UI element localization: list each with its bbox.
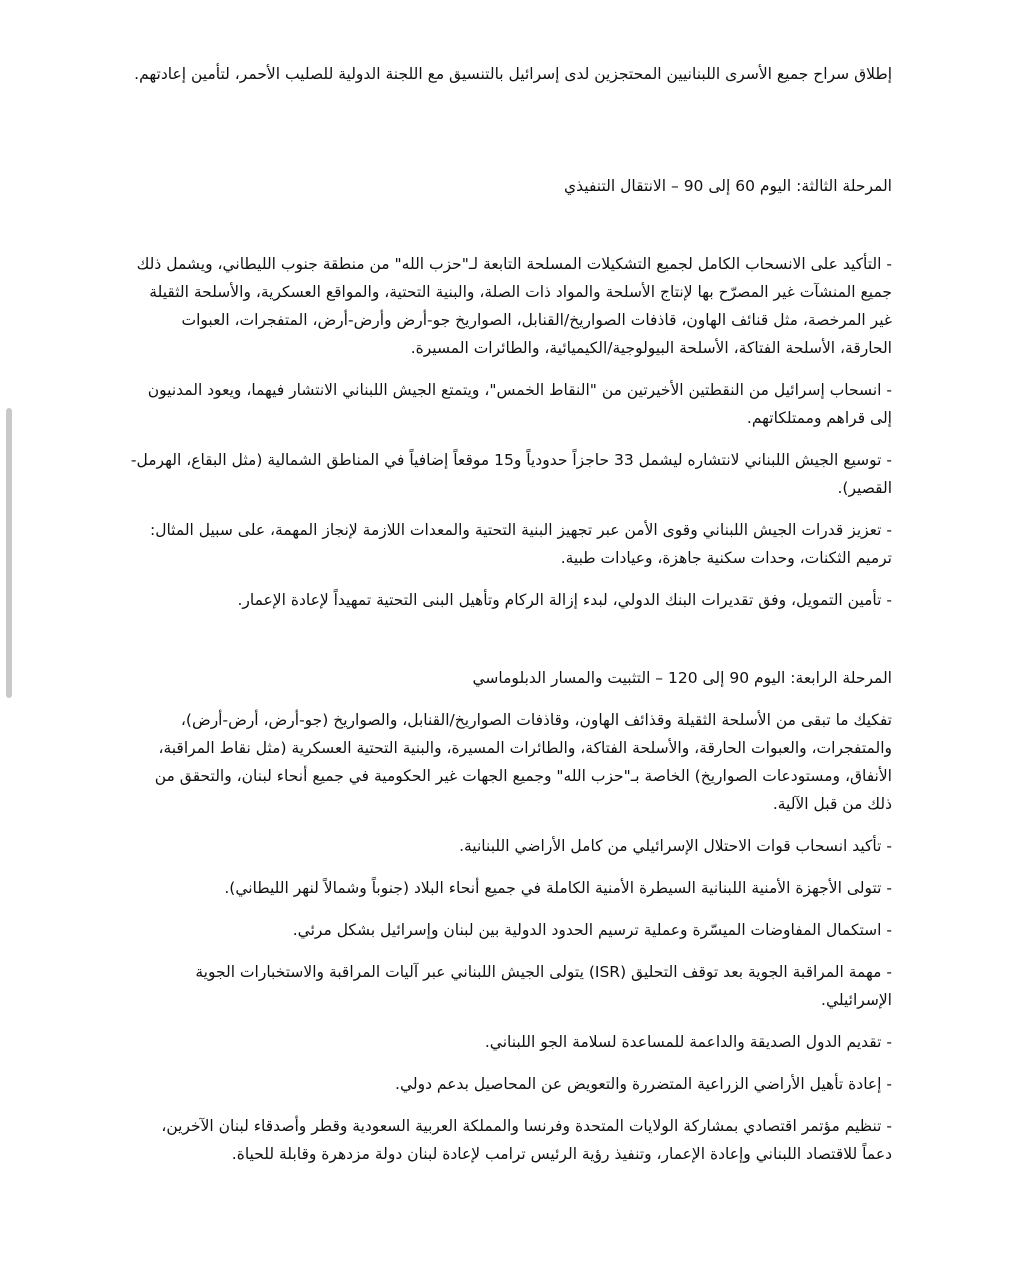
phase-4-item-5: - مهمة المراقبة الجوية بعد توقف التحليق (ISR) يتولى الجيش اللبناني عبر آليات المراقبة والاستخبارات الجوية الإسرائيلي.: [195, 963, 892, 1009]
phase-4-item-2: - تأكيد انسحاب قوات الاحتلال الإسرائيلي من كامل الأراضي اللبنانية.: [459, 837, 892, 855]
intro-paragraph: إطلاق سراح جميع الأسرى اللبنانيين المحتجزين لدى إسرائيل بالتنسيق مع اللجنة الدولية للصليب الأحمر، لتأمين إعادتهم.: [134, 65, 892, 83]
phase-4-item-8: - تنظيم مؤتمر اقتصادي بمشاركة الولايات المتحدة وفرنسا والمملكة العربية السعودية وقطر وأصدقاء لبنان الآخرين، دعماً للاقتصاد اللبناني وإعادة الإعمار، وتنفيذ رؤية الرئيس ترامب لإعادة لبنان دولة مزدهرة وقابلة للحياة.: [161, 1117, 892, 1163]
phase-4-item-7: - إعادة تأهيل الأراضي الزراعية المتضررة والتعويض عن المحاصيل بدعم دولي.: [395, 1075, 892, 1093]
phase-3-heading: المرحلة الثالثة: اليوم 60 إلى 90 – الانتقال التنفيذي: [564, 177, 892, 195]
phase-4-item-6: - تقديم الدول الصديقة والداعمة للمساعدة لسلامة الجو اللبناني.: [484, 1033, 892, 1051]
phase-3-item-3: - توسيع الجيش اللبناني لانتشاره ليشمل 33 حاجزاً حدودياً و15 موقعاً إضافياً في المناطق الشمالية (مثل البقاع، الهرمل-القصير).: [130, 451, 892, 497]
phase-3-item-4: - تعزيز قدرات الجيش اللبناني وقوى الأمن عبر تجهيز البنية التحتية والمعدات اللازمة لإنجاز المهمة، على سبيل المثال: ترميم الثكنات، وحدات سكنية جاهزة، وعيادات طبية.: [149, 521, 892, 567]
phase-3-item-5: - تأمين التمويل، وفق تقديرات البنك الدولي، لبدء إزالة الركام وتأهيل البنى التحتية تمهيداً لإعادة الإعمار.: [237, 591, 892, 609]
phase-4-item-1: تفكيك ما تبقى من الأسلحة الثقيلة وقذائف الهاون، وقاذفات الصواريخ/القنابل، والصواريخ (جو-أرض، أرض-أرض)، والمتفجرات، والعبوات الحارقة، والأسلحة الفتاكة، والطائرات المسيرة، والبنية التحتية العسكرية (مثل نقاط المراقبة، الأنفاق، ومستودعات الصواريخ) الخاصة بـ"حزب الله" وجميع الجهات غير الحكومية في جميع أنحاء لبنان، والتحقق من ذلك من قبل الآلية.: [154, 711, 892, 813]
phase-3-item-2: - انسحاب إسرائيل من النقطتين الأخيرتين من "النقاط الخمس"، ويتمتع الجيش اللبناني الانتشار فيهما، ويعود المدنيون إلى قراهم وممتلكاتهم.: [147, 381, 892, 427]
phase-4-heading: المرحلة الرابعة: اليوم 90 إلى 120 – التثبيت والمسار الدبلوماسي: [472, 669, 892, 687]
document-body: [130, 60, 892, 1168]
phase-4-item-4: - استكمال المفاوضات الميسّرة وعملية ترسيم الحدود الدولية بين لبنان وإسرائيل بشكل مرئي.: [292, 921, 892, 939]
phase-4-item-3: - تتولى الأجهزة الأمنية اللبنانية السيطرة الأمنية الكاملة في جميع أنحاء البلاد (جنوباً وشمالاً لنهر الليطاني).: [224, 879, 892, 897]
phase-3-item-1: - التأكيد على الانسحاب الكامل لجميع التشكيلات المسلحة التابعة لـ"حزب الله" من منطقة جنوب الليطاني، ويشمل ذلك جميع المنشآت غير المصرّح بها لإنتاج الأسلحة والمواد ذات الصلة، والبنية التحتية، والمواقع العسكرية، والأسلحة الثقيلة غير المرخصة، مثل قنائف الهاون، قاذفات الصواريخ/القنابل، الصواريخ جو-أرض وأرض-أرض، المتفجرات، العبوات الحارقة، الأسلحة الفتاكة، الأسلحة البيولوجية/الكيميائية، والطائرات المسيرة.: [136, 255, 892, 357]
